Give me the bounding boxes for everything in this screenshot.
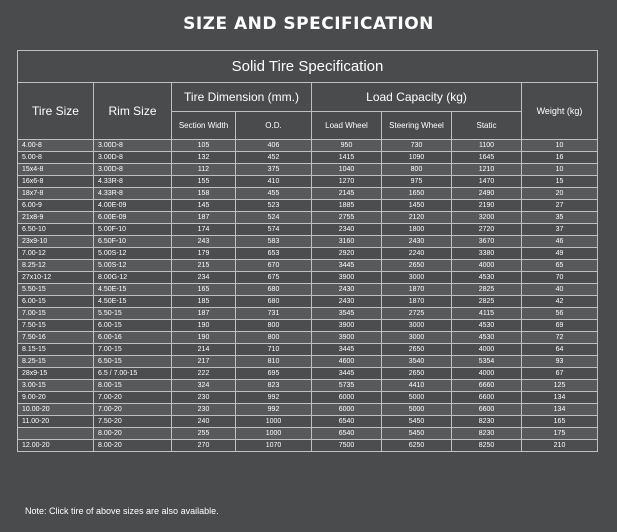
cell-static: 2720: [452, 224, 522, 236]
cell-tire-size: 5.50-15: [18, 284, 94, 296]
cell-steering-wheel: 1450: [382, 200, 452, 212]
cell-od: 680: [236, 284, 312, 296]
cell-section-width: 243: [172, 236, 236, 248]
cell-static: 5354: [452, 356, 522, 368]
cell-od: 455: [236, 188, 312, 200]
cell-section-width: 324: [172, 380, 236, 392]
cell-load-wheel: 5735: [312, 380, 382, 392]
cell-load-wheel: 3900: [312, 272, 382, 284]
cell-weight: 56: [522, 308, 598, 320]
cell-steering-wheel: 5000: [382, 404, 452, 416]
cell-weight: 49: [522, 248, 598, 260]
cell-section-width: 230: [172, 392, 236, 404]
cell-od: 731: [236, 308, 312, 320]
cell-static: 1645: [452, 152, 522, 164]
cell-od: 452: [236, 152, 312, 164]
cell-steering-wheel: 2650: [382, 368, 452, 380]
table-row: [18, 332, 598, 344]
cell-steering-wheel: 800: [382, 164, 452, 176]
cell-tire-size: [18, 428, 94, 440]
cell-rim-size: 5.00S-12: [94, 248, 172, 260]
table-caption: Solid Tire Specification: [18, 51, 598, 83]
cell-load-wheel: 2145: [312, 188, 382, 200]
cell-tire-size: 8.25-12: [18, 260, 94, 272]
table-row: [18, 248, 598, 260]
cell-steering-wheel: 2725: [382, 308, 452, 320]
cell-steering-wheel: 1090: [382, 152, 452, 164]
cell-section-width: 214: [172, 344, 236, 356]
cell-section-width: 165: [172, 284, 236, 296]
header-static: Static: [452, 112, 522, 140]
cell-rim-size: 6.00E-09: [94, 212, 172, 224]
cell-weight: 134: [522, 404, 598, 416]
cell-tire-size: 8.25-15: [18, 356, 94, 368]
cell-load-wheel: 1270: [312, 176, 382, 188]
cell-od: 992: [236, 392, 312, 404]
header-load-wheel: Load Wheel: [312, 112, 382, 140]
cell-static: 4115: [452, 308, 522, 320]
cell-section-width: 158: [172, 188, 236, 200]
cell-steering-wheel: 5000: [382, 392, 452, 404]
cell-tire-size: 8.15-15: [18, 344, 94, 356]
cell-weight: 46: [522, 236, 598, 248]
cell-rim-size: 8.00-20: [94, 440, 172, 452]
cell-section-width: 222: [172, 368, 236, 380]
cell-rim-size: 7.00-20: [94, 392, 172, 404]
cell-section-width: 190: [172, 332, 236, 344]
table-row: [18, 212, 598, 224]
table-row: [18, 296, 598, 308]
cell-load-wheel: 3900: [312, 320, 382, 332]
table-header: [18, 51, 598, 140]
cell-weight: 70: [522, 272, 598, 284]
cell-load-wheel: 2430: [312, 296, 382, 308]
cell-load-wheel: 3900: [312, 332, 382, 344]
header-rim-size: Rim Size: [94, 83, 172, 140]
cell-weight: 175: [522, 428, 598, 440]
cell-static: 3670: [452, 236, 522, 248]
cell-tire-size: 6.50-10: [18, 224, 94, 236]
cell-section-width: 187: [172, 308, 236, 320]
cell-static: 4530: [452, 320, 522, 332]
cell-rim-size: 6.00-16: [94, 332, 172, 344]
cell-load-wheel: 2755: [312, 212, 382, 224]
cell-od: 1000: [236, 416, 312, 428]
cell-static: 1100: [452, 140, 522, 152]
table-row: [18, 320, 598, 332]
cell-section-width: 185: [172, 296, 236, 308]
cell-weight: 20: [522, 188, 598, 200]
cell-section-width: 187: [172, 212, 236, 224]
cell-steering-wheel: 5450: [382, 416, 452, 428]
table-row: [18, 356, 598, 368]
cell-od: 1000: [236, 428, 312, 440]
cell-load-wheel: 4600: [312, 356, 382, 368]
cell-load-wheel: 950: [312, 140, 382, 152]
cell-steering-wheel: 1870: [382, 284, 452, 296]
header-section-width: Section Width: [172, 112, 236, 140]
cell-steering-wheel: 2430: [382, 236, 452, 248]
cell-static: 1470: [452, 176, 522, 188]
cell-rim-size: 5.50-15: [94, 308, 172, 320]
cell-tire-size: 7.50-15: [18, 320, 94, 332]
cell-section-width: 190: [172, 320, 236, 332]
cell-load-wheel: 3445: [312, 260, 382, 272]
cell-steering-wheel: 975: [382, 176, 452, 188]
cell-od: 653: [236, 248, 312, 260]
cell-rim-size: 6.00-15: [94, 320, 172, 332]
table-row: [18, 176, 598, 188]
cell-weight: 65: [522, 260, 598, 272]
cell-weight: 40: [522, 284, 598, 296]
cell-weight: 35: [522, 212, 598, 224]
cell-od: 810: [236, 356, 312, 368]
cell-rim-size: 4.50E-15: [94, 296, 172, 308]
header-weight: Weight (kg): [522, 83, 598, 140]
cell-load-wheel: 6540: [312, 428, 382, 440]
cell-rim-size: 4.33R-8: [94, 176, 172, 188]
cell-od: 800: [236, 332, 312, 344]
cell-load-wheel: 2920: [312, 248, 382, 260]
cell-load-wheel: 1040: [312, 164, 382, 176]
cell-tire-size: 5.00-8: [18, 152, 94, 164]
cell-weight: 134: [522, 392, 598, 404]
cell-tire-size: 10.00-20: [18, 404, 94, 416]
cell-weight: 42: [522, 296, 598, 308]
cell-section-width: 217: [172, 356, 236, 368]
cell-tire-size: 12.00-20: [18, 440, 94, 452]
cell-steering-wheel: 3540: [382, 356, 452, 368]
cell-weight: 37: [522, 224, 598, 236]
cell-steering-wheel: 2650: [382, 344, 452, 356]
table-row: [18, 392, 598, 404]
table-row: [18, 284, 598, 296]
cell-weight: 125: [522, 380, 598, 392]
cell-weight: 16: [522, 152, 598, 164]
cell-weight: 15: [522, 176, 598, 188]
cell-static: 8250: [452, 440, 522, 452]
cell-od: 574: [236, 224, 312, 236]
cell-tire-size: 7.50-16: [18, 332, 94, 344]
cell-od: 583: [236, 236, 312, 248]
cell-rim-size: 3.00D-8: [94, 140, 172, 152]
cell-static: 8230: [452, 416, 522, 428]
cell-weight: 69: [522, 320, 598, 332]
cell-rim-size: 4.33R-8: [94, 188, 172, 200]
cell-steering-wheel: 1870: [382, 296, 452, 308]
cell-section-width: 230: [172, 404, 236, 416]
cell-load-wheel: 1415: [312, 152, 382, 164]
cell-rim-size: 4.00E-09: [94, 200, 172, 212]
cell-od: 992: [236, 404, 312, 416]
cell-static: 6600: [452, 404, 522, 416]
cell-rim-size: 7.50-20: [94, 416, 172, 428]
cell-rim-size: 5.00S-12: [94, 260, 172, 272]
cell-static: 1210: [452, 164, 522, 176]
cell-section-width: 255: [172, 428, 236, 440]
cell-tire-size: 7.00-12: [18, 248, 94, 260]
table-row: [18, 428, 598, 440]
cell-rim-size: 8.00G-12: [94, 272, 172, 284]
cell-od: 406: [236, 140, 312, 152]
cell-steering-wheel: 1800: [382, 224, 452, 236]
cell-rim-size: 3.00D-8: [94, 152, 172, 164]
header-od: O.D.: [236, 112, 312, 140]
cell-tire-size: 9.00-20: [18, 392, 94, 404]
cell-static: 2490: [452, 188, 522, 200]
cell-tire-size: 11.00-20: [18, 416, 94, 428]
table-row: [18, 440, 598, 452]
cell-steering-wheel: 730: [382, 140, 452, 152]
cell-tire-size: 27x10-12: [18, 272, 94, 284]
cell-weight: 64: [522, 344, 598, 356]
cell-static: 3200: [452, 212, 522, 224]
table-row: [18, 152, 598, 164]
cell-tire-size: 6.00-15: [18, 296, 94, 308]
cell-rim-size: 4.50E-15: [94, 284, 172, 296]
cell-static: 6660: [452, 380, 522, 392]
cell-od: 410: [236, 176, 312, 188]
table-row: [18, 164, 598, 176]
cell-static: 4000: [452, 368, 522, 380]
cell-static: 4000: [452, 260, 522, 272]
cell-static: 2825: [452, 284, 522, 296]
cell-tire-size: 3.00-15: [18, 380, 94, 392]
cell-tire-size: 23x9-10: [18, 236, 94, 248]
cell-steering-wheel: 6250: [382, 440, 452, 452]
cell-od: 800: [236, 320, 312, 332]
table-row: [18, 404, 598, 416]
cell-steering-wheel: 3000: [382, 332, 452, 344]
cell-section-width: 132: [172, 152, 236, 164]
cell-static: 4530: [452, 272, 522, 284]
cell-static: 8230: [452, 428, 522, 440]
header-steering-wheel: Steering Wheel: [382, 112, 452, 140]
table-row: [18, 260, 598, 272]
cell-load-wheel: 6540: [312, 416, 382, 428]
cell-section-width: 234: [172, 272, 236, 284]
cell-static: 2190: [452, 200, 522, 212]
header-tire-dimension: Tire Dimension (mm.): [172, 83, 312, 112]
cell-rim-size: 6.50F-10: [94, 236, 172, 248]
cell-steering-wheel: 3000: [382, 320, 452, 332]
cell-tire-size: 15x4-8: [18, 164, 94, 176]
page-title: SIZE AND SPECIFICATION: [183, 14, 434, 34]
cell-tire-size: 16x6-8: [18, 176, 94, 188]
cell-section-width: 215: [172, 260, 236, 272]
cell-weight: 10: [522, 140, 598, 152]
header-tire-size: Tire Size: [18, 83, 94, 140]
table-row: [18, 416, 598, 428]
cell-od: 695: [236, 368, 312, 380]
cell-load-wheel: 1885: [312, 200, 382, 212]
cell-tire-size: 21x8-9: [18, 212, 94, 224]
cell-od: 523: [236, 200, 312, 212]
cell-rim-size: 7.00-15: [94, 344, 172, 356]
cell-od: 1070: [236, 440, 312, 452]
cell-tire-size: 28x9-15: [18, 368, 94, 380]
cell-rim-size: 5.00F-10: [94, 224, 172, 236]
cell-weight: 72: [522, 332, 598, 344]
cell-od: 680: [236, 296, 312, 308]
cell-tire-size: 6.00-9: [18, 200, 94, 212]
cell-steering-wheel: 2240: [382, 248, 452, 260]
cell-load-wheel: 2430: [312, 284, 382, 296]
cell-weight: 210: [522, 440, 598, 452]
cell-static: 2825: [452, 296, 522, 308]
cell-weight: 93: [522, 356, 598, 368]
table-row: [18, 272, 598, 284]
table-row: [18, 200, 598, 212]
cell-od: 524: [236, 212, 312, 224]
cell-load-wheel: 6000: [312, 404, 382, 416]
cell-steering-wheel: 1650: [382, 188, 452, 200]
cell-rim-size: 8.00-20: [94, 428, 172, 440]
table-row: [18, 380, 598, 392]
cell-section-width: 145: [172, 200, 236, 212]
cell-static: 4530: [452, 332, 522, 344]
cell-weight: 67: [522, 368, 598, 380]
cell-section-width: 155: [172, 176, 236, 188]
cell-od: 675: [236, 272, 312, 284]
cell-weight: 27: [522, 200, 598, 212]
cell-load-wheel: 2340: [312, 224, 382, 236]
cell-od: 375: [236, 164, 312, 176]
cell-steering-wheel: 5450: [382, 428, 452, 440]
table-row: [18, 344, 598, 356]
cell-section-width: 240: [172, 416, 236, 428]
cell-steering-wheel: 2650: [382, 260, 452, 272]
cell-load-wheel: 3445: [312, 344, 382, 356]
cell-load-wheel: 3445: [312, 368, 382, 380]
cell-section-width: 112: [172, 164, 236, 176]
cell-load-wheel: 3160: [312, 236, 382, 248]
cell-od: 670: [236, 260, 312, 272]
cell-rim-size: 8.00-15: [94, 380, 172, 392]
cell-od: 710: [236, 344, 312, 356]
cell-section-width: 105: [172, 140, 236, 152]
cell-static: 6600: [452, 392, 522, 404]
footnote: Note: Click tire of above sizes are also available.: [25, 506, 219, 516]
cell-steering-wheel: 3000: [382, 272, 452, 284]
header-load-capacity: Load Capacity (kg): [312, 83, 522, 112]
cell-tire-size: 18x7-8: [18, 188, 94, 200]
cell-weight: 10: [522, 164, 598, 176]
table-row: [18, 188, 598, 200]
table-body: [18, 140, 598, 452]
cell-load-wheel: 7500: [312, 440, 382, 452]
cell-load-wheel: 6000: [312, 392, 382, 404]
table-row: [18, 308, 598, 320]
cell-section-width: 270: [172, 440, 236, 452]
table-row: [18, 368, 598, 380]
table-row: [18, 224, 598, 236]
cell-tire-size: 4.00-8: [18, 140, 94, 152]
spec-table: [17, 50, 598, 452]
cell-weight: 165: [522, 416, 598, 428]
cell-section-width: 179: [172, 248, 236, 260]
cell-rim-size: 6.50-15: [94, 356, 172, 368]
cell-section-width: 174: [172, 224, 236, 236]
cell-static: 4000: [452, 344, 522, 356]
table-row: [18, 236, 598, 248]
cell-od: 823: [236, 380, 312, 392]
cell-steering-wheel: 4410: [382, 380, 452, 392]
cell-rim-size: 7.00-20: [94, 404, 172, 416]
cell-rim-size: 3.00D-8: [94, 164, 172, 176]
cell-rim-size: 6.5 / 7.00-15: [94, 368, 172, 380]
cell-tire-size: 7.00-15: [18, 308, 94, 320]
cell-static: 3380: [452, 248, 522, 260]
cell-steering-wheel: 2120: [382, 212, 452, 224]
cell-load-wheel: 3545: [312, 308, 382, 320]
table-row: [18, 140, 598, 152]
